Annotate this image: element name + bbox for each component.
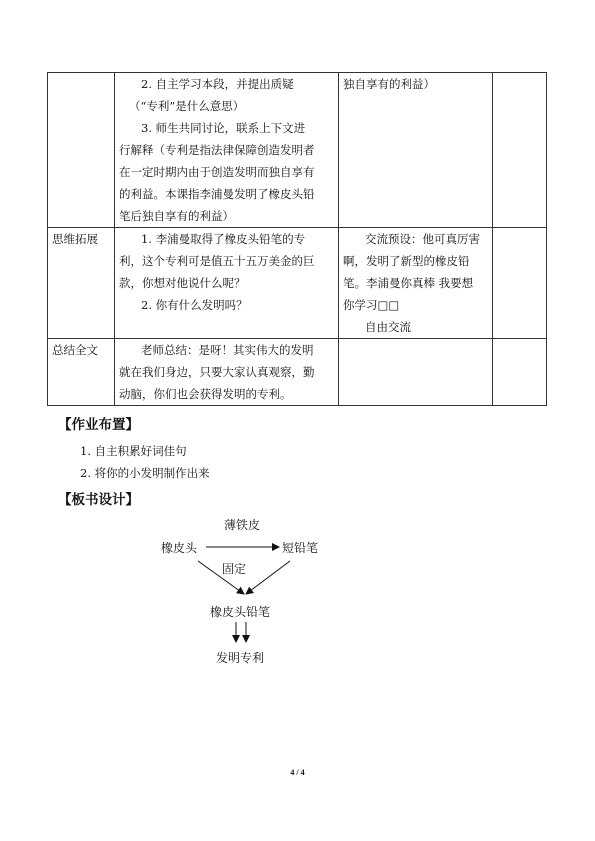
cell-text-line: 3. 师生共同讨论，联系上下文进 — [141, 121, 306, 135]
board-node-right: 短铅笔 — [282, 541, 319, 555]
board-label-top: 薄铁皮 — [224, 518, 261, 532]
row-label: 思维拓展 — [48, 228, 115, 339]
cell-text-line: 行解释（专利是指法律保障创造发明者 — [119, 143, 315, 157]
board-design-title: 【板书设计】 — [58, 492, 139, 508]
cell-text-line: 就在我们身边，只要大家认真观察，勤 — [119, 365, 315, 379]
board-node-left: 橡皮头 — [161, 541, 198, 555]
cell-text-line: 笔后独自享有的利益） — [119, 209, 234, 223]
cell-text-line: 款，你想对他说什么呢？ — [119, 276, 246, 290]
board-label-mid: 固定 — [222, 562, 247, 576]
cell-text-line: （“专利”是什么意思） — [129, 99, 245, 113]
cell-text-line: 2. 自主学习本段，并提出质疑 — [141, 77, 294, 91]
cell-text-line: 2. 你有什么发明吗？ — [141, 298, 248, 312]
cell-text-line: 自由交流 — [365, 320, 411, 334]
cell-text-line: 独自享有的利益） — [343, 77, 435, 91]
cell-text-line: 老师总结：是呀！其实伟大的发明 — [141, 343, 314, 357]
page-number: 4 / 4 — [290, 768, 305, 777]
cell-text-line: 在一定时期内由于创造发明而独自享有 — [119, 165, 315, 179]
row-label: 总结全文 — [48, 339, 115, 406]
cell-text-line: 交流预设：他可真厉害 — [365, 232, 480, 246]
cell-text-line: 你学习□□ — [343, 298, 400, 312]
cell-text-line: 的利益。本课指李浦曼发明了橡皮头铅 — [119, 187, 315, 201]
homework-item: 2. 将你的小发明制作出来 — [80, 466, 210, 480]
cell-text-line: 1. 李浦曼取得了橡皮头铅笔的专 — [141, 232, 306, 246]
homework-title: 【作业布置】 — [58, 417, 139, 433]
board-node-center: 橡皮头铅笔 — [210, 605, 271, 619]
cell-text-line: 利，这个专利可是值五十五万美金的巨 — [119, 254, 315, 268]
arrow-right-to-center — [246, 561, 290, 594]
cell-text-line: 动脑，你们也会获得发明的专利。 — [119, 387, 292, 401]
cell-text-line: 啊，发明了新型的橡皮铅 — [343, 254, 470, 268]
board-node-bottom: 发明专利 — [216, 651, 265, 665]
homework-item: 1. 自主积累好词佳句 — [80, 444, 187, 458]
cell-text-line: 笔。李浦曼你真棒 我要想 — [343, 276, 474, 290]
